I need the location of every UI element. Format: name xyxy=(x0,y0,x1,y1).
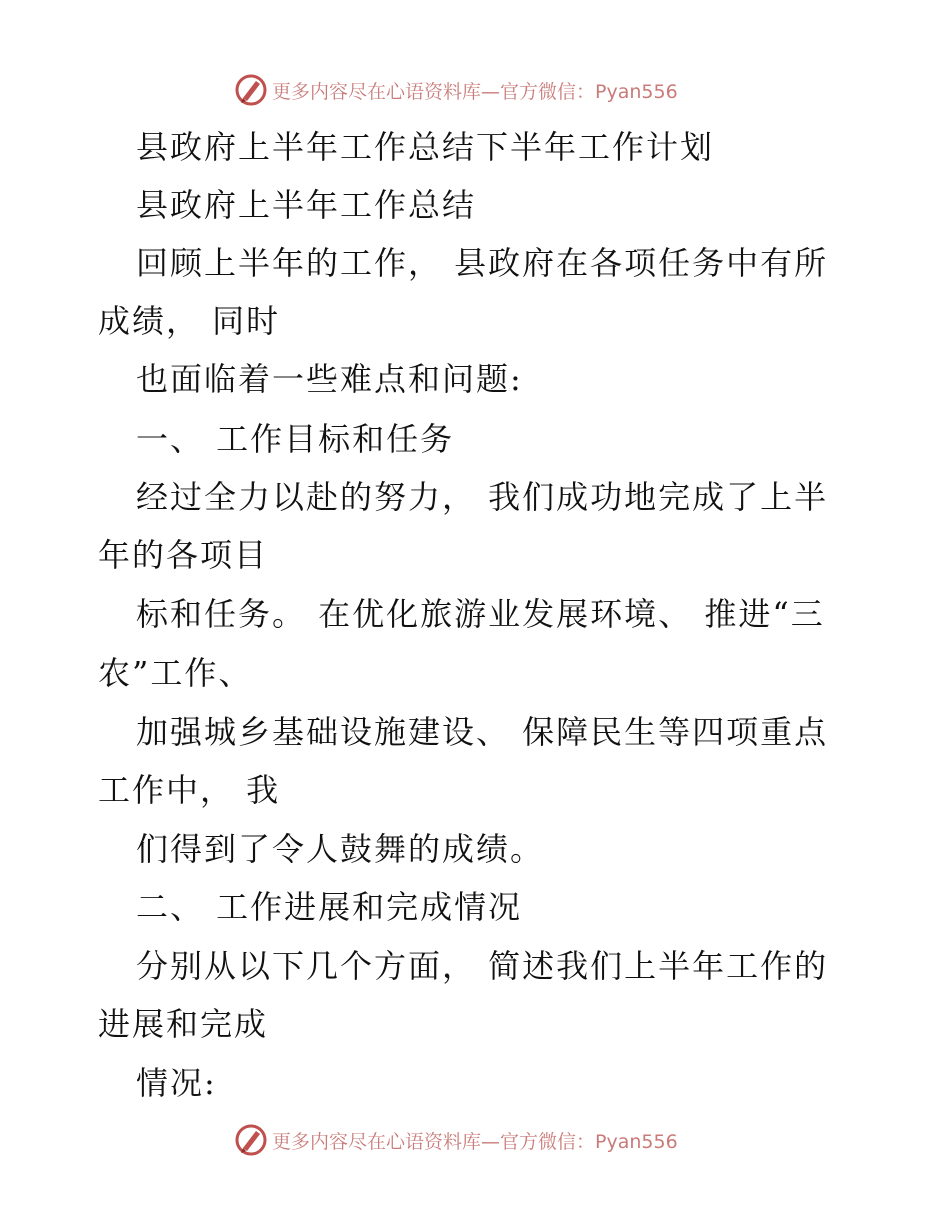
paragraph-line: 标和任务。 在优化旅游业发展环境、 推进“三 xyxy=(136,595,825,633)
watermark-text: 更多内容尽在心语资料库—官方微信：Pyan556 xyxy=(272,1130,678,1153)
pen-logo-icon xyxy=(234,1123,268,1157)
watermark-text: 更多内容尽在心语资料库—官方微信：Pyan556 xyxy=(272,80,678,103)
numbered-heading: 一、 工作目标和任务 xyxy=(136,420,455,458)
paragraph-line: 加强城乡基础设施建设、 保障民生等四项重点 xyxy=(136,713,829,751)
numbered-heading: 二、 工作进展和完成情况 xyxy=(136,888,523,926)
paragraph-line: 分别从以下几个方面， 简述我们上半年工作的 xyxy=(136,947,829,985)
paragraph-line: 回顾上半年的工作， 县政府在各项任务中有所 xyxy=(136,244,829,282)
paragraph-line: 工作中， 我 xyxy=(98,771,281,809)
header-watermark xyxy=(234,70,678,110)
section-heading: 县政府上半年工作总结 xyxy=(136,186,477,224)
footer-watermark xyxy=(234,1120,678,1160)
paragraph-line: 农”工作、 xyxy=(98,654,253,692)
pen-logo-icon xyxy=(234,73,268,107)
paragraph-line: 进展和完成 xyxy=(98,1005,269,1043)
paragraph-line: 成绩， 同时 xyxy=(98,302,281,340)
paragraph-line: 们得到了令人鼓舞的成绩。 xyxy=(136,830,545,868)
paragraph-line: 经过全力以赴的努力， 我们成功地完成了上半 xyxy=(136,478,829,516)
paragraph-line: 情况: xyxy=(136,1064,217,1102)
paragraph-line: 也面临着一些难点和问题: xyxy=(136,360,523,398)
paragraph-line: 年的各项目 xyxy=(98,536,269,574)
document-title: 县政府上半年工作总结下半年工作计划 xyxy=(136,128,715,166)
